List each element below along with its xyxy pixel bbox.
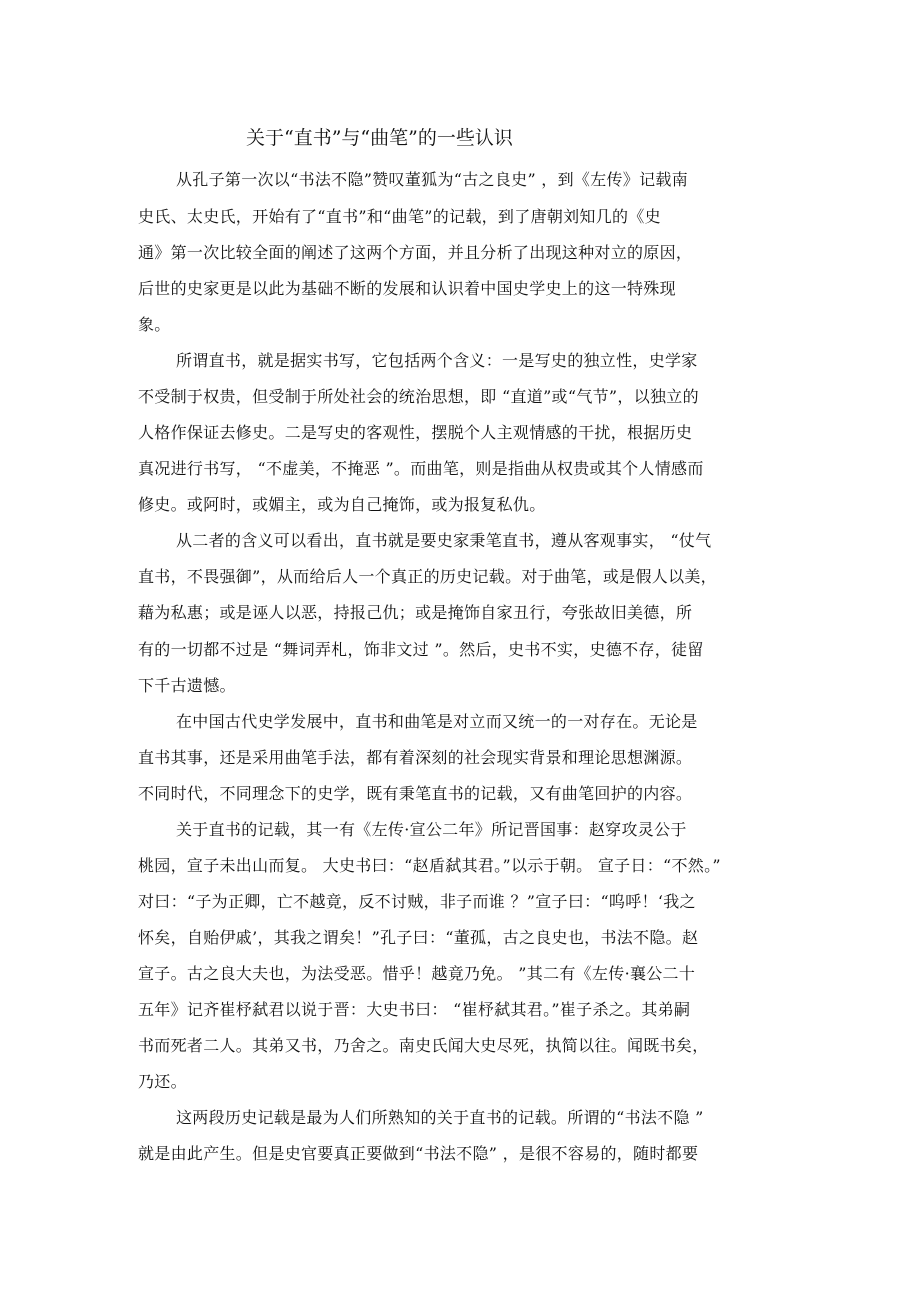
- text-line: 从孔子第一次以“书法不隐”赞叹董狐为“古之良史” ，到《左传》记载南: [176, 170, 689, 189]
- text-line: 就是由此产生。但是史官要真正要做到“书法不隐” ，是很不容易的，随时都要: [138, 1144, 699, 1163]
- text-line: 下千古遗憾。: [138, 676, 236, 695]
- text-line: 在中国古代史学发展中，直书和曲笔是对立而又统一的一对存在。无论是: [176, 712, 698, 731]
- text-line: 不同时代，不同理念下的史学，既有秉笔直书的记载，又有曲笔回护的内容。: [138, 784, 693, 803]
- text-line: 史氏、太史氏，开始有了“直书”和“曲笔”的记载，到了唐朝刘知几的《史: [138, 207, 661, 226]
- text-line: 关于直书的记载，其一有《左传·宣公二年》所记晋国事：赵穿攻灵公于: [176, 820, 687, 839]
- text-line: 宣子。古之良大夫也，为法受恶。惜乎！越竟乃免。 ”其二有《左传·襄公二十: [138, 964, 696, 983]
- text-line: 直书其事，还是采用曲笔手法，都有着深刻的社会现实背景和理论思想渊源。: [138, 748, 693, 767]
- text-line: 对曰：“子为正卿，亡不越竟，反不讨贼，非子而谁 ？”宣子曰：“呜呼！‘我之: [138, 892, 696, 911]
- text-line: 不受制于权贵，但受制于所处社会的统治思想，即 “直道”或“气节”，以独立的: [138, 387, 699, 406]
- text-line: 乃还。: [138, 1072, 187, 1091]
- text-line: 真况进行书写， “不虚美，不掩恶 ”。而曲笔，则是指曲从权贵或其个人情感而: [138, 459, 704, 478]
- text-line: 所谓直书，就是据实书写，它包括两个含义：一是写史的独立性，史学家: [176, 351, 698, 370]
- text-line: 怀矣，自贻伊戚’，其我之谓矣！”孔子曰：“董孤，古之良史也，书法不隐。赵: [138, 928, 699, 947]
- text-line: 从二者的含义可以看出，直书就是要史家秉笔直书，遵从客观事实， “仗气: [176, 531, 712, 550]
- text-line: 后世的史家更是以此为基础不断的发展和认识着中国史学史上的这一特殊现: [138, 279, 676, 298]
- text-line: 象。: [138, 315, 171, 334]
- text-line: 通》第一次比较全面的阐述了这两个方面，并且分析了出现这种对立的原因，: [138, 243, 693, 262]
- text-line: 桃园，宣子未出山而复。 大史书曰：“赵盾弑其君。”以示于朝。 宣子日：“不然。”: [138, 856, 721, 875]
- text-line: 五年》记齐崔杼弑君以说于晋：大史书曰： “崔杼弑其君。”崔子杀之。其弟嗣: [138, 1000, 691, 1019]
- text-line: 藉为私惠；或是诬人以恶，持报己仇；或是掩饰自家丑行，夸张故旧美德，所: [138, 603, 693, 622]
- text-line: 修史。或阿时，或媚主，或为自己掩饰，或为报复私仇。: [138, 495, 546, 514]
- text-line: 直书，不畏强御”，从而给后人一个真正的历史记载。对于曲笔，或是假人以美，: [138, 567, 717, 586]
- text-line: 书而死者二人。其弟又书，乃舍之。南史氏闻大史尽死，执简以往。闻既书矣，: [138, 1036, 709, 1055]
- text-line: 这两段历史记载是最为人们所熟知的关于直书的记载。所谓的“书法不隐 ”: [176, 1108, 704, 1127]
- text-line: 有的一切都不过是 “舞词弄札，饰非文过 ”。然后，史书不实，史德不存，徒留: [138, 640, 704, 659]
- document-title: 关于“直书”与“曲笔”的一些认识: [246, 127, 513, 149]
- text-line: 人格作保证去修史。二是写史的客观性，摆脱个人主观情感的干扰，根据历史: [138, 423, 693, 442]
